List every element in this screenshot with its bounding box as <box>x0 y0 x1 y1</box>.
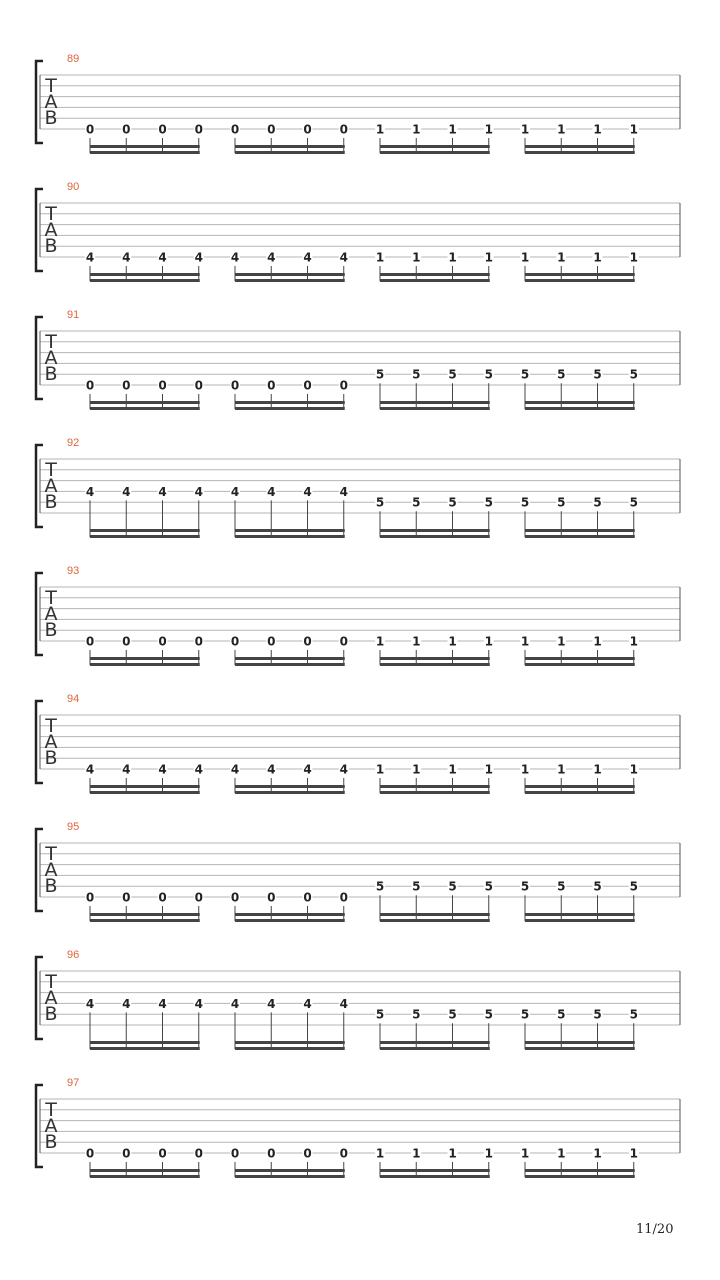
note-beam <box>235 145 345 148</box>
note-beam <box>235 663 345 666</box>
fret-number: 1 <box>629 122 638 137</box>
note-beam <box>380 407 490 410</box>
tab-clef-letter: B <box>44 619 58 641</box>
tab-clef-letter: A <box>44 91 58 113</box>
note-beam <box>380 535 490 538</box>
fret-number: 4 <box>85 484 95 499</box>
fret-number: 4 <box>194 484 203 499</box>
fret-number: 0 <box>158 634 167 649</box>
note-beam <box>235 919 345 922</box>
note-beam <box>235 1175 345 1178</box>
note-beam <box>235 657 345 660</box>
fret-number: 4 <box>303 250 312 265</box>
fret-number: 1 <box>557 1146 566 1161</box>
fret-number: 4 <box>267 996 276 1011</box>
fret-number: 5 <box>557 495 566 510</box>
note-beam <box>90 407 200 410</box>
tab-clef-letter: B <box>44 491 58 513</box>
fret-number: 1 <box>593 1146 602 1161</box>
note-beam <box>235 401 345 404</box>
fret-number: 1 <box>557 250 566 265</box>
fret-number: 0 <box>122 890 131 905</box>
tab-clef-letter: B <box>44 875 58 897</box>
fret-number: 0 <box>158 122 167 137</box>
fret-number: 4 <box>230 250 240 265</box>
tab-clef-letter: T <box>45 1099 57 1121</box>
fret-number: 1 <box>520 634 530 649</box>
fret-number: 1 <box>593 122 602 137</box>
fret-number: 1 <box>484 122 493 137</box>
note-beam <box>380 913 490 916</box>
fret-number: 0 <box>267 378 276 393</box>
note-beam <box>90 535 200 538</box>
measure-number: 93 <box>67 565 80 577</box>
fret-number: 5 <box>448 879 457 894</box>
fret-number: 1 <box>520 250 530 265</box>
note-beam <box>525 145 635 148</box>
note-beam <box>525 791 635 794</box>
note-beam <box>380 663 490 666</box>
fret-number: 1 <box>375 634 385 649</box>
note-beam <box>90 1175 200 1178</box>
fret-number: 1 <box>375 762 385 777</box>
note-beam <box>380 1169 490 1172</box>
fret-number: 1 <box>629 634 638 649</box>
note-beam <box>90 663 200 666</box>
fret-number: 5 <box>593 879 602 894</box>
tab-system <box>36 309 680 410</box>
measure-number: 96 <box>67 949 80 961</box>
fret-number: 4 <box>122 250 131 265</box>
fret-number: 1 <box>412 250 421 265</box>
measure-number: 97 <box>67 1077 80 1089</box>
tab-clef-letter: T <box>45 843 57 865</box>
tab-clef-letter: A <box>44 603 58 625</box>
fret-number: 1 <box>412 634 421 649</box>
note-beam <box>90 1169 200 1172</box>
fret-number: 5 <box>557 879 566 894</box>
measure-number: 89 <box>67 53 80 65</box>
fret-number: 4 <box>194 996 203 1011</box>
note-beam <box>525 279 635 282</box>
note-beam <box>525 401 635 404</box>
fret-number: 4 <box>158 996 167 1011</box>
fret-number: 0 <box>85 378 95 393</box>
note-beam <box>380 1041 490 1044</box>
fret-number: 0 <box>303 122 312 137</box>
tab-system <box>36 53 680 154</box>
fret-number: 4 <box>267 484 276 499</box>
fret-number: 0 <box>303 890 312 905</box>
note-beam <box>380 529 490 532</box>
tab-clef-letter: T <box>45 587 57 609</box>
note-beam <box>380 657 490 660</box>
fret-number: 5 <box>520 1007 530 1022</box>
note-beam <box>90 279 200 282</box>
fret-number: 0 <box>267 1146 276 1161</box>
note-beam <box>235 273 345 276</box>
fret-number: 5 <box>375 1007 385 1022</box>
fret-number: 0 <box>194 634 203 649</box>
fret-number: 0 <box>122 122 131 137</box>
note-beam <box>90 785 200 788</box>
note-beam <box>235 279 345 282</box>
fret-number: 0 <box>230 1146 240 1161</box>
fret-number: 1 <box>557 762 566 777</box>
fret-number: 1 <box>593 762 602 777</box>
fret-number: 1 <box>448 762 457 777</box>
fret-number: 5 <box>484 367 493 382</box>
measure-number: 92 <box>67 437 80 449</box>
tab-clef-letter: B <box>44 363 58 385</box>
fret-number: 0 <box>85 890 95 905</box>
fret-number: 5 <box>484 1007 493 1022</box>
note-beam <box>525 919 635 922</box>
tab-clef-letter: A <box>44 731 58 753</box>
fret-number: 1 <box>484 250 493 265</box>
tab-clef-letter: T <box>45 459 57 481</box>
fret-number: 0 <box>339 122 348 137</box>
page-number: 11/20 <box>636 1222 674 1237</box>
note-beam <box>380 145 490 148</box>
note-beam <box>380 401 490 404</box>
fret-number: 5 <box>448 367 457 382</box>
fret-number: 1 <box>412 1146 421 1161</box>
tab-clef-letter: B <box>44 747 58 769</box>
fret-number: 4 <box>230 996 240 1011</box>
tab-system <box>36 949 680 1050</box>
fret-number: 5 <box>629 495 638 510</box>
note-beam <box>380 273 490 276</box>
note-beam <box>235 529 345 532</box>
tab-clef-letter: T <box>45 971 57 993</box>
fret-number: 5 <box>593 367 602 382</box>
note-beam <box>235 913 345 916</box>
fret-number: 4 <box>122 762 131 777</box>
note-beam <box>525 535 635 538</box>
fret-number: 4 <box>230 484 240 499</box>
note-beam <box>90 273 200 276</box>
fret-number: 5 <box>629 1007 638 1022</box>
fret-number: 1 <box>375 122 385 137</box>
note-beam <box>235 791 345 794</box>
fret-number: 5 <box>375 879 385 894</box>
fret-number: 1 <box>629 1146 638 1161</box>
tab-clef-letter: B <box>44 1131 58 1153</box>
note-beam <box>90 529 200 532</box>
note-beam <box>235 1047 345 1050</box>
fret-number: 4 <box>339 484 348 499</box>
fret-number: 1 <box>412 762 421 777</box>
note-beam <box>525 273 635 276</box>
note-beam <box>525 529 635 532</box>
fret-number: 0 <box>339 1146 348 1161</box>
measure-number: 95 <box>67 821 80 833</box>
fret-number: 5 <box>412 1007 421 1022</box>
tab-clef-letter: T <box>45 715 57 737</box>
tab-system <box>36 1077 680 1178</box>
note-beam <box>525 1041 635 1044</box>
tab-clef-letter: B <box>44 235 58 257</box>
note-beam <box>525 151 635 154</box>
fret-number: 0 <box>85 122 95 137</box>
fret-number: 4 <box>339 996 348 1011</box>
fret-number: 0 <box>303 1146 312 1161</box>
note-beam <box>90 1047 200 1050</box>
fret-number: 5 <box>520 495 530 510</box>
tab-system <box>36 437 680 538</box>
tab-system <box>36 565 680 666</box>
fret-number: 4 <box>85 762 95 777</box>
fret-number: 5 <box>520 879 530 894</box>
fret-number: 0 <box>303 378 312 393</box>
note-beam <box>235 1169 345 1172</box>
fret-number: 1 <box>448 1146 457 1161</box>
note-beam <box>525 785 635 788</box>
fret-number: 0 <box>230 634 240 649</box>
measure-number: 94 <box>67 693 80 705</box>
fret-number: 1 <box>629 762 638 777</box>
fret-number: 4 <box>122 484 131 499</box>
measure-number: 91 <box>67 309 80 321</box>
fret-number: 4 <box>158 250 167 265</box>
fret-number: 0 <box>267 634 276 649</box>
fret-number: 5 <box>593 1007 602 1022</box>
tab-clef-letter: T <box>45 331 57 353</box>
note-beam <box>380 1175 490 1178</box>
tab-system <box>36 821 680 922</box>
fret-number: 1 <box>557 122 566 137</box>
note-beam <box>235 535 345 538</box>
tab-clef-letter: A <box>44 347 58 369</box>
fret-number: 0 <box>122 378 131 393</box>
fret-number: 0 <box>339 378 348 393</box>
tab-clef-letter: A <box>44 475 58 497</box>
fret-number: 1 <box>484 634 493 649</box>
tab-clef-letter: T <box>45 203 57 225</box>
fret-number: 1 <box>448 634 457 649</box>
fret-number: 5 <box>557 367 566 382</box>
note-beam <box>525 407 635 410</box>
fret-number: 0 <box>85 1146 95 1161</box>
note-beam <box>525 663 635 666</box>
fret-number: 5 <box>520 367 530 382</box>
fret-number: 0 <box>339 890 348 905</box>
fret-number: 4 <box>339 250 348 265</box>
fret-number: 4 <box>303 762 312 777</box>
tab-clef-letter: A <box>44 1115 58 1137</box>
fret-number: 1 <box>520 1146 530 1161</box>
fret-number: 4 <box>303 996 312 1011</box>
fret-number: 5 <box>629 879 638 894</box>
note-beam <box>525 1175 635 1178</box>
note-beam <box>525 1047 635 1050</box>
fret-number: 0 <box>158 890 167 905</box>
fret-number: 1 <box>412 122 421 137</box>
fret-number: 4 <box>339 762 348 777</box>
tab-system <box>36 181 680 282</box>
fret-number: 1 <box>629 250 638 265</box>
tab-clef-letter: B <box>44 1003 58 1025</box>
tab-system <box>36 693 680 794</box>
fret-number: 4 <box>194 250 203 265</box>
note-beam <box>90 791 200 794</box>
fret-number: 5 <box>557 1007 566 1022</box>
fret-number: 4 <box>158 484 167 499</box>
fret-number: 1 <box>484 1146 493 1161</box>
fret-number: 4 <box>122 996 131 1011</box>
fret-number: 0 <box>267 122 276 137</box>
note-beam <box>235 407 345 410</box>
note-beam <box>380 1047 490 1050</box>
fret-number: 0 <box>194 378 203 393</box>
tab-clef-letter: B <box>44 107 58 129</box>
tab-clef-letter: A <box>44 219 58 241</box>
fret-number: 0 <box>230 378 240 393</box>
fret-number: 1 <box>375 1146 385 1161</box>
fret-number: 0 <box>230 122 240 137</box>
fret-number: 0 <box>122 1146 131 1161</box>
fret-number: 5 <box>448 1007 457 1022</box>
fret-number: 4 <box>194 762 203 777</box>
note-beam <box>90 145 200 148</box>
fret-number: 4 <box>267 762 276 777</box>
fret-number: 5 <box>629 367 638 382</box>
fret-number: 0 <box>339 634 348 649</box>
fret-number: 5 <box>412 495 421 510</box>
note-beam <box>90 401 200 404</box>
note-beam <box>525 913 635 916</box>
fret-number: 0 <box>158 378 167 393</box>
note-beam <box>90 1041 200 1044</box>
fret-number: 5 <box>412 367 421 382</box>
fret-number: 4 <box>267 250 276 265</box>
note-beam <box>90 919 200 922</box>
measure-number: 90 <box>67 181 80 193</box>
note-beam <box>380 151 490 154</box>
fret-number: 1 <box>557 634 566 649</box>
fret-number: 5 <box>484 879 493 894</box>
fret-number: 4 <box>303 484 312 499</box>
tab-clef-letter: A <box>44 987 58 1009</box>
fret-number: 0 <box>158 1146 167 1161</box>
note-beam <box>380 279 490 282</box>
fret-number: 5 <box>375 495 385 510</box>
fret-number: 1 <box>520 762 530 777</box>
note-beam <box>90 151 200 154</box>
fret-number: 1 <box>593 634 602 649</box>
note-beam <box>90 657 200 660</box>
fret-number: 0 <box>85 634 95 649</box>
fret-number: 1 <box>375 250 385 265</box>
fret-number: 1 <box>484 762 493 777</box>
note-beam <box>380 919 490 922</box>
fret-number: 1 <box>448 250 457 265</box>
fret-number: 1 <box>448 122 457 137</box>
note-beam <box>380 785 490 788</box>
tab-clef-letter: T <box>45 75 57 97</box>
fret-number: 0 <box>230 890 240 905</box>
fret-number: 0 <box>122 634 131 649</box>
fret-number: 5 <box>593 495 602 510</box>
fret-number: 5 <box>484 495 493 510</box>
note-beam <box>235 151 345 154</box>
fret-number: 0 <box>194 890 203 905</box>
fret-number: 0 <box>267 890 276 905</box>
note-beam <box>90 913 200 916</box>
note-beam <box>525 1169 635 1172</box>
fret-number: 1 <box>593 250 602 265</box>
tab-clef-letter: A <box>44 859 58 881</box>
fret-number: 5 <box>412 879 421 894</box>
note-beam <box>235 785 345 788</box>
fret-number: 1 <box>520 122 530 137</box>
note-beam <box>380 791 490 794</box>
fret-number: 0 <box>194 1146 203 1161</box>
fret-number: 0 <box>194 122 203 137</box>
fret-number: 0 <box>303 634 312 649</box>
fret-number: 4 <box>85 250 95 265</box>
fret-number: 4 <box>230 762 240 777</box>
fret-number: 4 <box>158 762 167 777</box>
fret-number: 4 <box>85 996 95 1011</box>
fret-number: 5 <box>448 495 457 510</box>
note-beam <box>235 1041 345 1044</box>
fret-number: 5 <box>375 367 385 382</box>
note-beam <box>525 657 635 660</box>
